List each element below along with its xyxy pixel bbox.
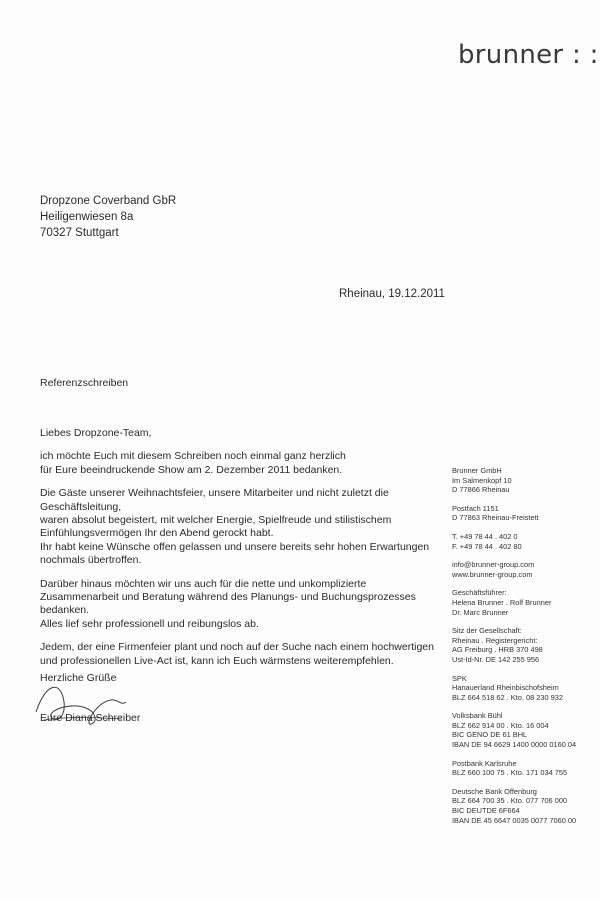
bank-spk: [452, 674, 592, 703]
info-line: Volksbank Bühl: [452, 711, 503, 721]
company-info-sidebar: [452, 466, 592, 834]
info-line: Ust-Id-Nr. DE 142 255 956: [452, 654, 540, 664]
web-contact: [452, 560, 592, 579]
info-line: Helena Brunner . Rolf Brunner: [452, 597, 552, 607]
info-line: T. +49 78 44 . 402 0: [452, 531, 518, 541]
website-link[interactable]: www.brunner-group.com: [452, 569, 533, 579]
registry: [452, 626, 592, 664]
body-paragraph: Darüber hinaus möchten wir uns auch für die nette und unkomplizierte Zusammenarbeit und Beratung während des Planungs- und Buchungsprozesses bedanken. Alles lief sehr professionell und reibungslos ab.: [40, 577, 416, 630]
body-paragraph: Die Gäste unserer Weihnachtsfeier, unsere Mitarbeiter und nicht zuletzt die Geschäftsleitung, waren absolut begeistert, mit welcher Energie, Spielfreude und stilistischem Einfühlungsvermögen Ihr den Abend gerockt habt. Ihr habt keine Wünsche offen gelassen und unsere bereits sehr hohen Erwartungen nochmals übertroffen.: [40, 487, 430, 567]
info-line: Postfach 1151: [452, 503, 499, 513]
body-paragraph: Jedem, der eine Firmenfeier plant und noch auf der Suche nach einem hochwertigen und professionellen Live-Act ist, kann ich Euch wärmstens weiterempfehlen.: [40, 641, 434, 667]
body-paragraph: ich möchte Euch mit diesem Schreiben noch einmal ganz herzlich für Eure beeindruckende Show am 2. Dezember 2011 bedanken.: [40, 450, 346, 476]
info-line: BLZ 662 914 00 . Kto. 16 004: [452, 720, 549, 730]
recipient-line: Dropzone Coverband GbR: [40, 195, 177, 207]
info-line: Rheinau . Registergericht:: [452, 635, 538, 645]
bank-deutsche-bank: [452, 787, 592, 825]
info-line: D 77866 Rheinau: [452, 485, 510, 495]
info-line: D 77863 Rheinau-Freistett: [452, 513, 539, 523]
info-line: Geschäftsführer:: [452, 588, 507, 598]
info-line: BLZ 664 700 35 . Kto. 077 706 000: [452, 796, 568, 806]
info-line: SPK: [452, 673, 467, 683]
salutation: Liebes Dropzone-Team,: [40, 427, 152, 439]
letter-subject: Referenzschreiben: [40, 377, 129, 389]
info-line: BIC GENO DE 61 BHL: [452, 730, 528, 740]
email-link[interactable]: info@brunner-group.com: [452, 560, 535, 570]
signer-name: Eure Diana Schreiber: [40, 712, 141, 724]
recipient-address: [40, 193, 176, 241]
info-line: F. +49 78 44 . 402 80: [452, 541, 522, 551]
info-line: AG Freiburg . HRB 370 498: [452, 645, 543, 655]
info-line: Dr. Marc Brunner: [452, 607, 509, 617]
company-address: [452, 466, 592, 495]
info-line: Brunner GmbH: [452, 466, 502, 475]
info-line: Postbank Karlsruhe: [452, 758, 517, 768]
place-date: Rheinau, 19.12.2011: [339, 288, 445, 300]
info-line: Hanauerland Rheinbischofsheim: [452, 683, 559, 693]
info-line: BIC DEUTDE 6F664: [452, 806, 520, 816]
closing: Herzliche Grüße: [40, 672, 117, 684]
postbox: [452, 504, 592, 523]
phone-fax: [452, 532, 592, 551]
info-line: IBAN DE 45 6647 0035 0077 7060 00: [452, 815, 577, 825]
management: [452, 588, 592, 617]
company-logo: brunner : :: [458, 40, 599, 70]
bank-volksbank: [452, 711, 592, 749]
info-line: Deutsche Bank Offenburg: [452, 786, 537, 796]
info-line: BLZ 664 518 62 . Kto. 08 230 932: [452, 692, 563, 702]
recipient-line: Heiligenwiesen 8a: [40, 211, 134, 223]
info-line: Sitz der Gesellschaft:: [452, 626, 522, 636]
info-line: Im Salmenkopf 10: [452, 475, 512, 485]
info-line: BLZ 660 100 75 . Kto. 171 034 755: [452, 768, 568, 778]
bank-postbank: [452, 759, 592, 778]
letter-body: [40, 427, 460, 678]
info-line: IBAN DE 94 6629 1400 0000 0160 04: [452, 740, 577, 750]
recipient-line: 70327 Stuttgart: [40, 227, 119, 239]
